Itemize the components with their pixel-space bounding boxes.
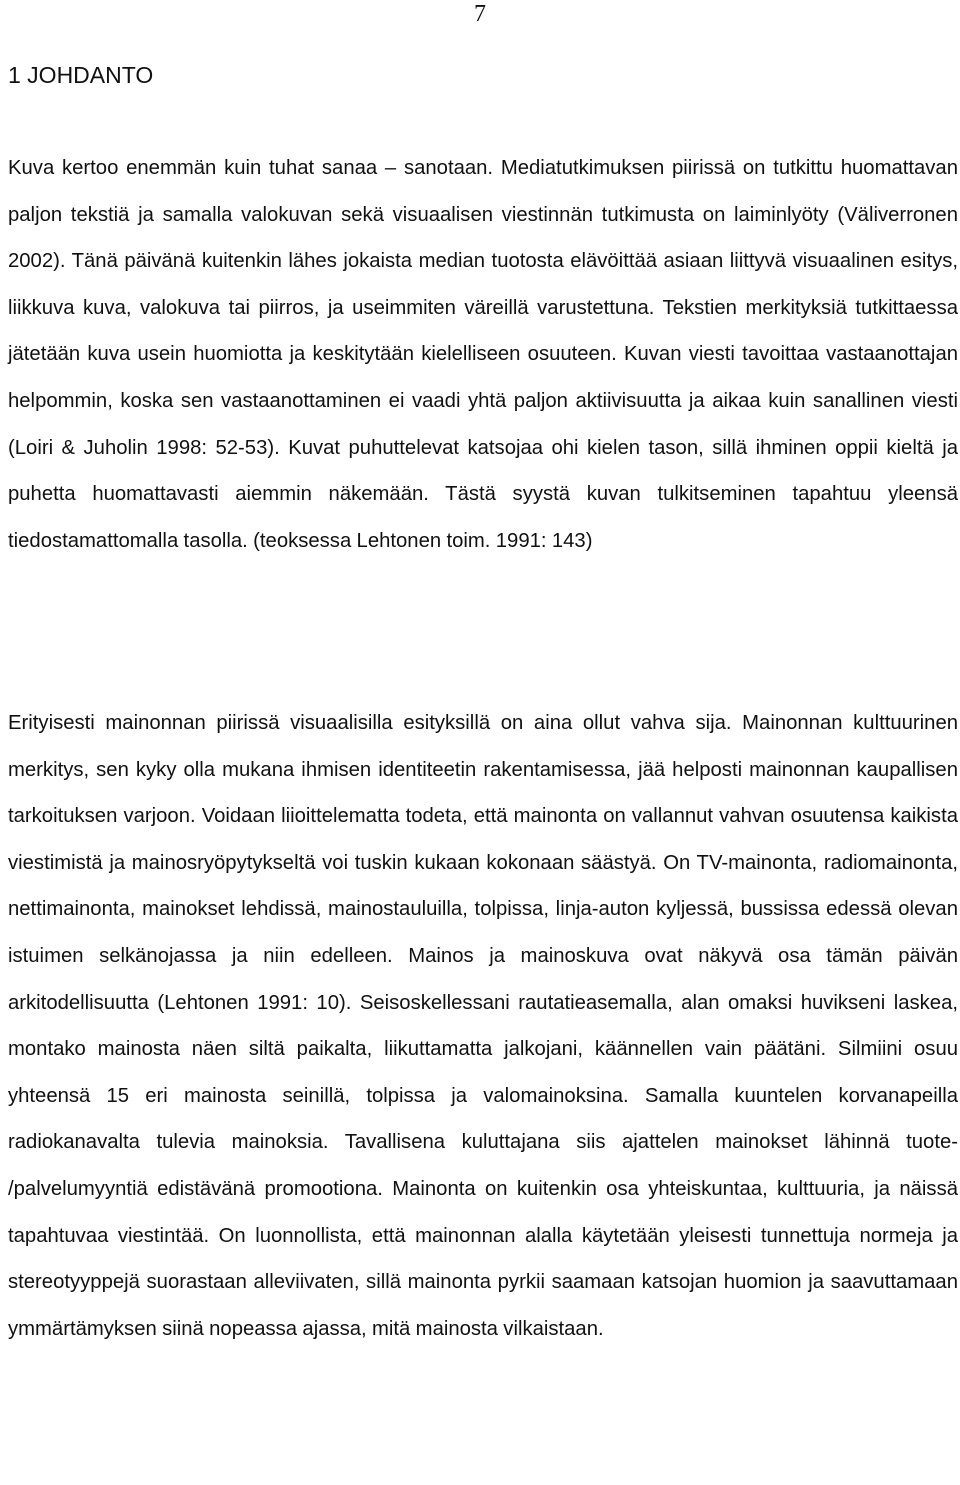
- page-number: 7: [474, 1, 486, 27]
- body-paragraph: Erityisesti mainonnan piirissä visuaalisilla esityksillä on aina ollut vahva sija. Mainonnan kulttuurinen merkitys, sen kyky olla mukana ihmisen identiteetin rakentamisessa, jää helposti mainonnan kaupallisen tarkoituksen varjoon. Voidaan liioittelematta todeta, että mainonta on vallannut vahvan osuutensa kaikista viestimistä ja mainosryöpytykseltä voi tuskin kukaan kokonaan säästyä. On TV-mainonta, radiomainonta, nettimainonta, mainokset lehdissä, mainostauluilla, tolpissa, linja-auton kyljessä, bussissa edessä olevan istuimen selkänojassa ja niin edelleen. Mainos ja mainoskuva ovat näkyvä osa tämän päivän arkitodellisuutta (Lehtonen 1991: 10). Seisoskellessani rautatieasemalla, alan omaksi huvikseni laskea, montako mainosta näen siltä paikalta, liikuttamatta jalkojani, käännellen vain päätäni. Silmiini osuu yhteensä 15 eri mainosta seinillä, tolpissa ja valomainoksina. Samalla kuuntelen korvanapeilla radiokanavalta tulevia mainoksia. Tavallisena kuluttajana siis ajattelen mainokset lähinnä tuote- /palvelumyyntiä edistävänä promootiona. Mainonta on kuitenkin osa yhteiskuntaa, kulttuuria, ja näissä tapahtuvaa viestintää. On luonnollista, että mainonnan alalla käytetään yleisesti tunnettuja normeja ja stereotyyppejä suorastaan alleviivaten, sillä mainonta pyrkii saamaan katsojan huomion ja saavuttamaan ymmärtämyksen siinä nopeassa ajassa, mitä mainosta vilkaistaan.: [8, 712, 958, 1340]
- chapter-heading: 1 JOHDANTO: [8, 62, 154, 88]
- body-paragraph: Kuva kertoo enemmän kuin tuhat sanaa – sanotaan. Mediatutkimuksen piirissä on tutkittu huomattavan paljon tekstiä ja samalla valokuvan sekä visuaalisen viestinnän tutkimusta on laiminlyöty (Väliverronen 2002). Tänä päivänä kuitenkin lähes jokaista median tuotosta elävöittää asiaan liittyvä visuaalinen esitys, liikkuva kuva, valokuva tai piirros, ja useimmiten väreillä varustettuna. Tekstien merkityksiä tutkittaessa jätetään kuva usein huomiotta ja keskitytään kielelliseen osuuteen. Kuvan viesti tavoittaa vastaanottajan helpommin, koska sen vastaanottaminen ei vaadi yhtä paljon aktiivisuutta ja aikaa kuin sanallinen viesti (Loiri & Juholin 1998: 52-53). Kuvat puhuttelevat katsojaa ohi kielen tason, sillä ihminen oppii kieltä ja puhetta huomattavasti aiemmin näkemään. Tästä syystä kuvan tulkitseminen tapahtuu yleensä tiedostamattomalla tasolla. (teoksessa Lehtonen toim. 1991: 143): [8, 157, 958, 552]
